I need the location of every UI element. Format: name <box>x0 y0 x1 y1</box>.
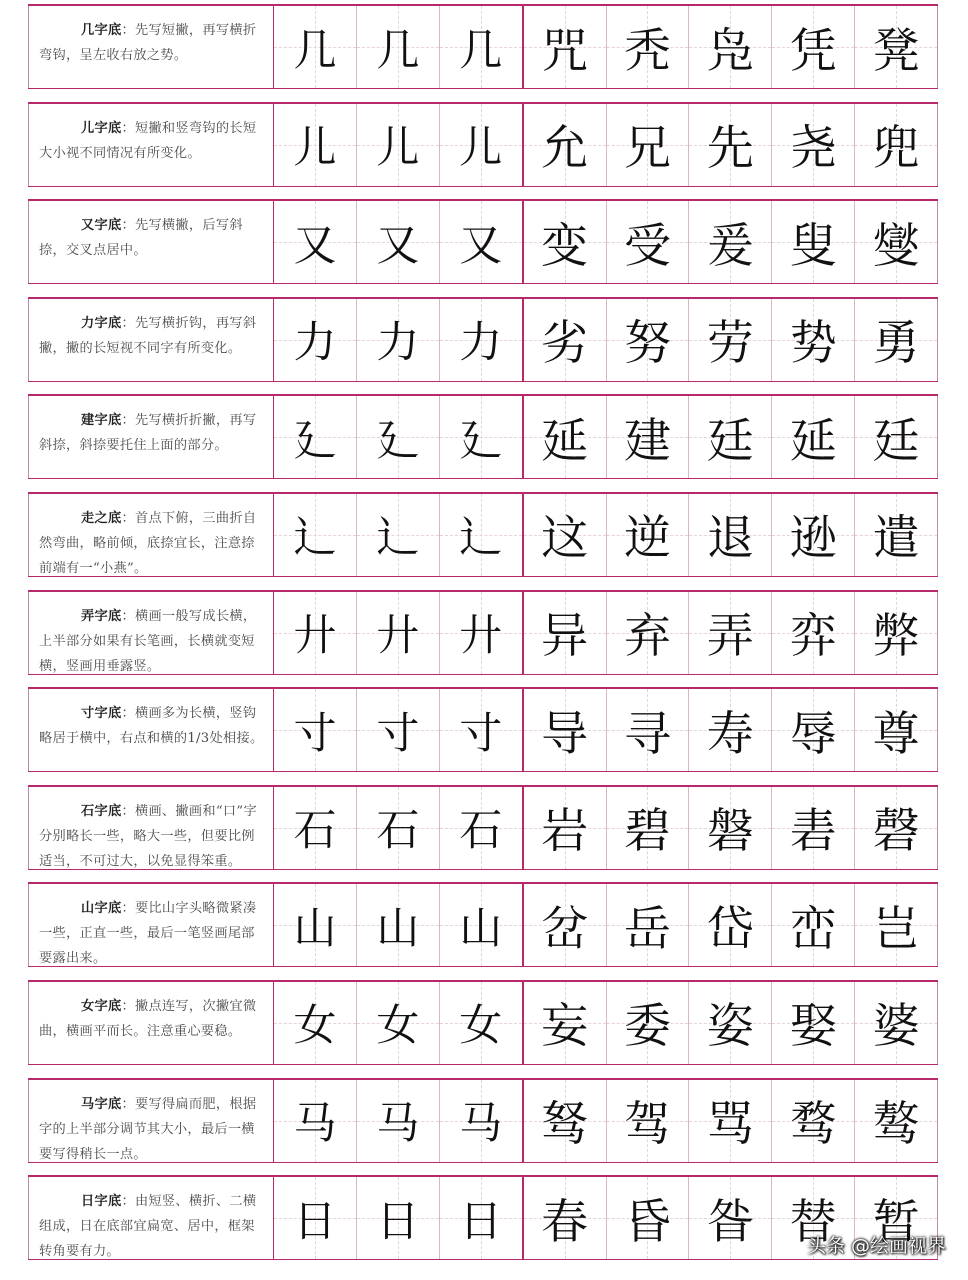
character-grid <box>274 201 938 283</box>
component-cell <box>274 396 357 478</box>
component-cell <box>357 1177 440 1259</box>
component-cell <box>274 1177 357 1259</box>
example-glyph: 延 <box>541 413 589 469</box>
example-glyph: 弊 <box>872 609 920 665</box>
character-grid <box>274 396 938 478</box>
example-glyph: 替 <box>789 1194 837 1250</box>
example-cell <box>772 299 855 381</box>
character-grid <box>274 6 938 88</box>
component-cell <box>440 787 524 869</box>
example-glyph: 廷 <box>872 413 920 469</box>
example-glyph: 碧 <box>623 804 671 860</box>
description-text: ：先写横折钩，再写斜撇，撇的长短视不同字有所变化。 <box>39 315 257 356</box>
component-cell <box>274 201 357 283</box>
component-cell <box>440 689 524 771</box>
description-text: ：首点下俯，三曲折自然弯曲，略前倾，底捺宜长，注意捺前端有一“小燕”。 <box>39 510 257 576</box>
stroke-row <box>28 394 938 479</box>
example-glyph: 弄 <box>706 609 754 665</box>
example-cell <box>607 592 690 674</box>
example-glyph: 秃 <box>623 23 671 79</box>
example-cell <box>689 884 772 966</box>
example-glyph: 昝 <box>706 1194 754 1250</box>
radical-term: 建字底 <box>81 413 122 429</box>
stroke-row <box>28 1078 938 1163</box>
component-cell <box>440 104 524 186</box>
example-glyph: 砉 <box>789 804 837 860</box>
example-cell <box>524 689 607 771</box>
component-glyph: 石 <box>459 806 503 857</box>
component-glyph: 石 <box>376 806 420 857</box>
component-cell <box>357 1080 440 1162</box>
component-cell <box>440 884 524 966</box>
component-glyph: 女 <box>376 1001 420 1052</box>
example-glyph: 峦 <box>789 901 837 957</box>
example-cell <box>524 104 607 186</box>
example-glyph: 暂 <box>872 1194 920 1250</box>
example-glyph: 骜 <box>872 1097 920 1153</box>
component-glyph: 廴 <box>459 415 503 466</box>
component-glyph: 辶 <box>376 513 420 564</box>
description-text: ：要比山字头略微紧凑一些，正直一些，最后一笔竖画尾部要露出来。 <box>39 901 257 967</box>
component-cell <box>357 592 440 674</box>
stroke-row <box>28 1175 938 1260</box>
stroke-row <box>28 882 938 967</box>
example-cell <box>772 689 855 771</box>
component-cell <box>274 104 357 186</box>
component-cell <box>357 982 440 1064</box>
component-cell <box>440 6 524 88</box>
radical-term: 又字底 <box>81 218 122 234</box>
stroke-row <box>28 687 938 772</box>
example-cell <box>524 299 607 381</box>
example-cell <box>607 104 690 186</box>
example-cell <box>524 396 607 478</box>
radical-term: 山字底 <box>81 901 122 917</box>
character-grid <box>274 884 938 966</box>
example-cell <box>772 104 855 186</box>
component-cell <box>274 6 357 88</box>
stroke-row <box>28 980 938 1065</box>
stroke-row <box>28 4 938 89</box>
component-cell <box>274 592 357 674</box>
row-description <box>28 299 274 381</box>
example-cell <box>607 982 690 1064</box>
component-glyph: 石 <box>293 806 337 857</box>
example-glyph: 廷 <box>706 413 754 469</box>
example-cell <box>689 104 772 186</box>
component-cell <box>357 787 440 869</box>
example-glyph: 寻 <box>623 706 671 762</box>
component-glyph: 日 <box>459 1196 503 1247</box>
example-cell <box>524 1177 607 1259</box>
example-glyph: 婆 <box>872 999 920 1055</box>
row-description <box>28 201 274 283</box>
example-glyph: 尊 <box>872 706 920 762</box>
component-cell <box>357 396 440 478</box>
character-grid <box>274 104 938 186</box>
component-glyph: 日 <box>293 1196 337 1247</box>
component-cell <box>274 884 357 966</box>
example-cell <box>524 592 607 674</box>
component-cell <box>274 982 357 1064</box>
example-glyph: 尧 <box>789 121 837 177</box>
example-glyph: 先 <box>706 121 754 177</box>
component-glyph: 马 <box>293 1099 337 1150</box>
component-glyph: 廴 <box>293 415 337 466</box>
example-glyph: 异 <box>541 609 589 665</box>
example-glyph: 退 <box>706 511 754 567</box>
component-glyph: 寸 <box>376 708 420 759</box>
example-cell <box>772 982 855 1064</box>
component-cell <box>357 884 440 966</box>
component-glyph: 马 <box>376 1099 420 1150</box>
component-glyph: 力 <box>293 318 337 369</box>
description-text: ：横画、撇画和“口”字分别略长一些，略大一些，但要比例适当，不可过大，以免显得笨重。 <box>39 803 257 869</box>
stroke-row <box>28 199 938 284</box>
component-glyph: 力 <box>376 318 420 369</box>
component-glyph: 几 <box>376 25 420 76</box>
component-glyph: 日 <box>376 1196 420 1247</box>
example-glyph: 导 <box>541 706 589 762</box>
description-text: ：短撇和竖弯钩的长短大小视不同情况有所变化。 <box>39 120 257 161</box>
component-glyph: 女 <box>293 1001 337 1052</box>
example-glyph: 这 <box>541 511 589 567</box>
description-text: ：横画一般写成长横，上半部分如果有长笔画，长横就变短横，竖画用垂露竖。 <box>39 608 257 674</box>
example-cell <box>772 787 855 869</box>
component-glyph: 力 <box>459 318 503 369</box>
example-glyph: 咒 <box>541 23 589 79</box>
example-cell <box>689 1080 772 1162</box>
example-glyph: 劳 <box>706 316 754 372</box>
watermark-text: 头条 @绘画视界 <box>806 1235 946 1257</box>
component-cell <box>440 396 524 478</box>
example-glyph: 劣 <box>541 316 589 372</box>
component-glyph: 儿 <box>459 123 503 174</box>
radical-term: 弄字底 <box>81 608 122 624</box>
component-glyph: 辶 <box>459 513 503 564</box>
component-cell <box>274 299 357 381</box>
radical-term: 马字底 <box>81 1096 122 1112</box>
component-glyph: 廴 <box>376 415 420 466</box>
example-glyph: 磬 <box>872 804 920 860</box>
example-glyph: 努 <box>623 316 671 372</box>
example-cell <box>607 1080 690 1162</box>
example-glyph: 春 <box>541 1194 589 1250</box>
description-text: ：横画多为长横，竖钩略居于横中，右点和横的1/3处相接。 <box>39 706 264 747</box>
row-description <box>28 787 274 869</box>
stroke-row <box>28 590 938 675</box>
component-glyph: 山 <box>459 903 503 954</box>
example-glyph: 建 <box>623 413 671 469</box>
example-cell <box>689 201 772 283</box>
example-cell <box>855 494 938 576</box>
example-cell <box>689 299 772 381</box>
description-text: ：由短竖、横折、二横组成，日在底部宜扁宽、居中，框架转角要有力。 <box>39 1194 257 1260</box>
component-glyph: 廾 <box>293 611 337 662</box>
example-cell <box>689 6 772 88</box>
component-glyph: 山 <box>293 903 337 954</box>
component-cell <box>274 689 357 771</box>
component-cell <box>440 592 524 674</box>
component-cell <box>274 494 357 576</box>
example-glyph: 势 <box>789 316 837 372</box>
component-glyph: 几 <box>459 25 503 76</box>
component-cell <box>440 299 524 381</box>
example-cell <box>607 299 690 381</box>
example-cell <box>772 494 855 576</box>
example-cell <box>855 201 938 283</box>
example-cell <box>855 1080 938 1162</box>
example-cell <box>607 6 690 88</box>
component-glyph: 儿 <box>376 123 420 174</box>
character-grid <box>274 982 938 1064</box>
example-cell <box>772 6 855 88</box>
character-grid <box>274 689 938 771</box>
component-cell <box>357 6 440 88</box>
example-glyph: 凫 <box>706 23 754 79</box>
example-cell <box>607 787 690 869</box>
character-grid <box>274 1080 938 1162</box>
example-glyph: 磐 <box>706 804 754 860</box>
example-cell <box>689 982 772 1064</box>
example-glyph: 姿 <box>706 999 754 1055</box>
character-grid <box>274 592 938 674</box>
example-cell <box>524 982 607 1064</box>
component-cell <box>440 494 524 576</box>
example-glyph: 岱 <box>706 901 754 957</box>
example-glyph: 岩 <box>541 804 589 860</box>
component-glyph: 又 <box>293 220 337 271</box>
example-glyph: 寿 <box>706 706 754 762</box>
example-glyph: 逆 <box>623 511 671 567</box>
example-glyph: 兜 <box>872 121 920 177</box>
example-glyph: 遣 <box>872 511 920 567</box>
example-cell <box>772 396 855 478</box>
example-glyph: 叟 <box>789 218 837 274</box>
example-cell <box>524 1080 607 1162</box>
component-glyph: 寸 <box>293 708 337 759</box>
component-glyph: 女 <box>459 1001 503 1052</box>
example-cell <box>855 982 938 1064</box>
example-glyph: 昏 <box>623 1194 671 1250</box>
component-glyph: 又 <box>376 220 420 271</box>
example-cell <box>524 884 607 966</box>
example-cell <box>855 104 938 186</box>
radical-term: 寸字底 <box>81 706 122 722</box>
example-cell <box>689 1177 772 1259</box>
example-glyph: 延 <box>789 413 837 469</box>
character-grid <box>274 787 938 869</box>
example-cell <box>607 201 690 283</box>
stroke-row <box>28 785 938 870</box>
radical-term: 力字底 <box>81 315 122 331</box>
example-glyph: 岔 <box>541 901 589 957</box>
example-cell <box>689 396 772 478</box>
row-description <box>28 396 274 478</box>
example-glyph: 允 <box>541 121 589 177</box>
example-glyph: 驾 <box>623 1097 671 1153</box>
example-cell <box>855 787 938 869</box>
component-cell <box>357 494 440 576</box>
example-glyph: 骛 <box>789 1097 837 1153</box>
example-glyph: 骂 <box>706 1097 754 1153</box>
radical-term: 儿字底 <box>81 120 122 136</box>
example-glyph: 凳 <box>872 23 920 79</box>
example-glyph: 受 <box>623 218 671 274</box>
row-description <box>28 982 274 1064</box>
row-description <box>28 689 274 771</box>
example-cell <box>689 592 772 674</box>
radical-term: 日字底 <box>81 1194 122 1210</box>
component-cell <box>440 1080 524 1162</box>
component-glyph: 寸 <box>459 708 503 759</box>
description-text: ：先写横撇，后写斜捺，交叉点居中。 <box>39 218 243 259</box>
component-cell <box>440 982 524 1064</box>
radical-term: 几字底 <box>81 23 122 38</box>
component-glyph: 廾 <box>459 611 503 662</box>
example-glyph: 岳 <box>623 901 671 957</box>
radical-term: 走之底 <box>81 510 122 526</box>
component-cell <box>357 299 440 381</box>
row-description <box>28 592 274 674</box>
practice-sheet <box>28 4 938 1273</box>
component-glyph: 几 <box>293 25 337 76</box>
component-cell <box>357 104 440 186</box>
example-cell <box>524 787 607 869</box>
description-text: ：先写横折折撇，再写斜捺，斜捺要托住上面的部分。 <box>39 413 257 454</box>
example-glyph: 妄 <box>541 999 589 1055</box>
example-glyph: 委 <box>623 999 671 1055</box>
example-glyph: 岂 <box>872 901 920 957</box>
example-cell <box>855 299 938 381</box>
component-glyph: 辶 <box>293 513 337 564</box>
example-cell <box>607 884 690 966</box>
row-description <box>28 884 274 966</box>
example-cell <box>607 494 690 576</box>
stroke-row <box>28 102 938 187</box>
character-grid <box>274 299 938 381</box>
example-glyph: 凭 <box>789 23 837 79</box>
example-glyph: 爰 <box>706 218 754 274</box>
example-cell <box>524 201 607 283</box>
example-glyph: 逊 <box>789 511 837 567</box>
radical-term: 石字底 <box>81 803 122 819</box>
description-text: ：撇点连写，次撇宜微曲，横画平而长。注意重心要稳。 <box>39 998 257 1039</box>
component-glyph: 又 <box>459 220 503 271</box>
example-cell <box>689 787 772 869</box>
row-description <box>28 6 274 88</box>
row-description <box>28 104 274 186</box>
component-glyph: 山 <box>376 903 420 954</box>
example-cell <box>772 884 855 966</box>
component-cell <box>274 1080 357 1162</box>
description-text: ：要写得扁而肥，根据字的上半部分调节其大小，最后一横要写得稍长一点。 <box>39 1096 257 1162</box>
example-cell <box>772 1080 855 1162</box>
example-cell <box>524 6 607 88</box>
example-glyph: 弃 <box>623 609 671 665</box>
component-glyph: 廾 <box>376 611 420 662</box>
example-cell <box>689 689 772 771</box>
example-glyph: 兄 <box>623 121 671 177</box>
example-cell <box>772 592 855 674</box>
component-cell <box>440 201 524 283</box>
example-cell <box>855 689 938 771</box>
component-glyph: 儿 <box>293 123 337 174</box>
component-cell <box>357 201 440 283</box>
row-description <box>28 494 274 576</box>
example-cell <box>855 6 938 88</box>
component-cell <box>357 689 440 771</box>
row-description <box>28 1177 274 1259</box>
row-description <box>28 1080 274 1162</box>
example-glyph: 驽 <box>541 1097 589 1153</box>
example-glyph: 辱 <box>789 706 837 762</box>
radical-term: 女字底 <box>81 998 122 1014</box>
description-text: ：先写短撇，再写横折弯钩，呈左收右放之势。 <box>39 23 257 63</box>
example-cell <box>855 592 938 674</box>
example-glyph: 弈 <box>789 609 837 665</box>
example-cell <box>607 1177 690 1259</box>
stroke-row <box>28 297 938 382</box>
component-cell <box>440 1177 524 1259</box>
component-cell <box>274 787 357 869</box>
example-cell <box>855 884 938 966</box>
example-glyph: 变 <box>541 218 589 274</box>
example-cell <box>772 201 855 283</box>
example-cell <box>689 494 772 576</box>
example-cell <box>607 689 690 771</box>
stroke-row <box>28 492 938 577</box>
example-cell <box>524 494 607 576</box>
character-grid <box>274 494 938 576</box>
example-glyph: 勇 <box>872 316 920 372</box>
example-glyph: 燮 <box>872 218 920 274</box>
example-glyph: 娶 <box>789 999 837 1055</box>
example-cell <box>855 396 938 478</box>
component-glyph: 马 <box>459 1099 503 1150</box>
example-cell <box>607 396 690 478</box>
